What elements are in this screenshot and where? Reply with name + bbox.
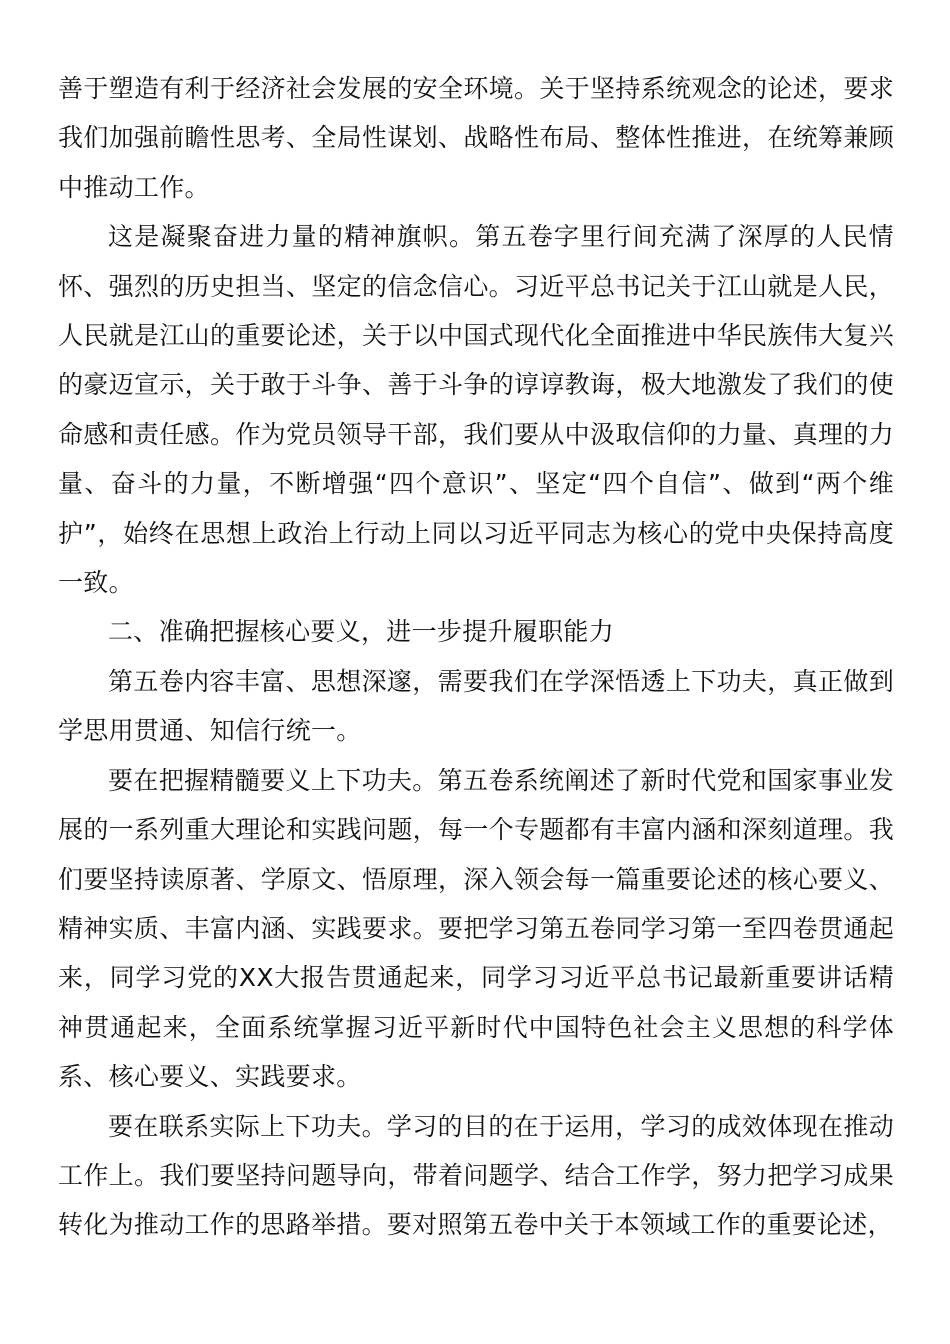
paragraph-grasp-essence: 要在把握精髓要义上下功夫。第五卷系统阐述了新时代党和国家事业发展的一系列重大理论和实践问题，每一个专题都有丰富内涵和深刻道理。我们要坚持读原著、学原文、悟原理，深入领会每一篇重要论述的核心要义、精神实质、丰富内涵、实践要求。要把学习第五卷同学习第一至四卷贯通起来，同学习党的XX大报告贯通起来，同学习习近平总书记最新重要讲话精神贯通起来，全面系统掌握习近平新时代中国特色社会主义思想的科学体系、核心要义、实践要求。 bbox=[58, 765, 894, 1092]
document-body bbox=[58, 64, 894, 1250]
paragraph-link-practice: 要在联系实际上下功夫。学习的目的在于运用，学习的成效体现在推动工作上。我们要坚持问题导向，带着问题学、结合工作学，努力把学习成果转化为推动工作的思路举措。要对照第五卷中关于本领域工作的重要论述， bbox=[58, 1111, 894, 1240]
paragraph-continuation: 善于塑造有利于经济社会发展的安全环境。关于坚持系统观念的论述，要求我们加强前瞻性思考、全局性谋划、战略性布局、整体性推进，在统筹兼顾中推动工作。 bbox=[58, 74, 894, 202]
section-heading-2: 二、准确把握核心要义，进一步提升履职能力 bbox=[108, 617, 615, 647]
paragraph-intro: 第五卷内容丰富、思想深邃，需要我们在学深悟透上下功夫，真正做到学思用贯通、知信行统一。 bbox=[58, 666, 894, 746]
paragraph-spiritual-banner: 这是凝聚奋进力量的精神旗帜。第五卷字里行间充满了深厚的人民情怀、强烈的历史担当、坚定的信念信心。习近平总书记关于江山就是人民，人民就是江山的重要论述，关于以中国式现代化全面推进中华民族伟大复兴的豪迈宣示，关于敢于斗争、善于斗争的谆谆教诲，极大地激发了我们的使命感和责任感。作为党员领导干部，我们要从中汲取信仰的力量、真理的力量、奋斗的力量，不断增强“四个意识”、坚定“四个自信”、做到“两个维护”，始终在思想上政治上行动上同以习近平同志为核心的党中央保持高度一致。 bbox=[58, 222, 894, 598]
